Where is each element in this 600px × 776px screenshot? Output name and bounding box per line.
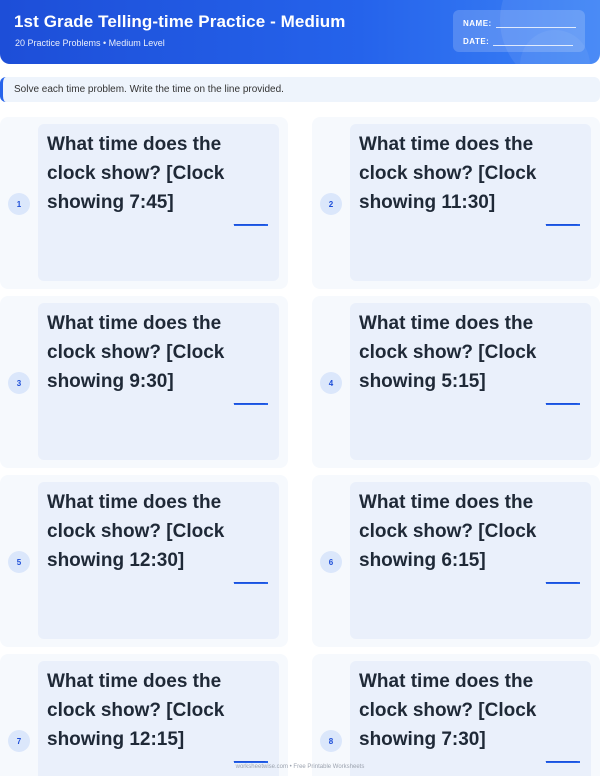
answer-line[interactable]: ____ <box>234 389 268 405</box>
question-text: What time does the clock show? [Clock showing 12:15] <box>47 671 225 750</box>
page-subtitle: 20 Practice Problems • Medium Level <box>15 38 165 48</box>
problem-card <box>0 654 288 776</box>
date-line[interactable] <box>493 38 573 46</box>
name-line[interactable] <box>496 20 576 28</box>
page-title: 1st Grade Telling-time Practice - Medium <box>14 12 346 31</box>
problem-number: 6 <box>320 551 342 573</box>
date-label: DATE: <box>463 37 490 46</box>
problem-card <box>312 296 600 468</box>
question-text: What time does the clock show? [Clock showing 6:15] <box>359 492 537 571</box>
problem-card <box>312 475 600 647</box>
problem-number: 1 <box>8 193 30 215</box>
problem-number: 3 <box>8 372 30 394</box>
problem-number: 2 <box>320 193 342 215</box>
problem-card <box>0 296 288 468</box>
name-row <box>463 19 576 28</box>
problem-number: 5 <box>8 551 30 573</box>
question-text: What time does the clock show? [Clock showing 9:30] <box>47 313 225 392</box>
answer-line[interactable]: ____ <box>546 747 580 763</box>
answer-line[interactable]: ____ <box>234 210 268 226</box>
problem-card <box>312 117 600 289</box>
date-row <box>463 37 573 46</box>
question-text: What time does the clock show? [Clock showing 11:30] <box>359 134 537 213</box>
answer-line[interactable]: ____ <box>546 568 580 584</box>
question-text: What time does the clock show? [Clock showing 5:15] <box>359 313 537 392</box>
name-label: NAME: <box>463 19 492 28</box>
answer-line[interactable]: ____ <box>234 747 268 763</box>
name-date-box <box>453 10 585 52</box>
problem-number: 4 <box>320 372 342 394</box>
answer-line[interactable]: ____ <box>234 568 268 584</box>
instructions: Solve each time problem. Write the time on the line provided. <box>0 77 600 102</box>
problem-card <box>0 117 288 289</box>
problem-number: 7 <box>8 730 30 752</box>
question-text: What time does the clock show? [Clock showing 7:45] <box>47 134 225 213</box>
problem-card <box>312 654 600 776</box>
question-text: What time does the clock show? [Clock showing 7:30] <box>359 671 537 750</box>
question-text: What time does the clock show? [Clock showing 12:30] <box>47 492 225 571</box>
answer-line[interactable]: ____ <box>546 210 580 226</box>
page-footer: worksheetwise.com • Free Printable Worksheets <box>235 764 365 770</box>
problem-number: 8 <box>320 730 342 752</box>
worksheet-header <box>0 0 600 64</box>
answer-line[interactable]: ____ <box>546 389 580 405</box>
problem-card <box>0 475 288 647</box>
